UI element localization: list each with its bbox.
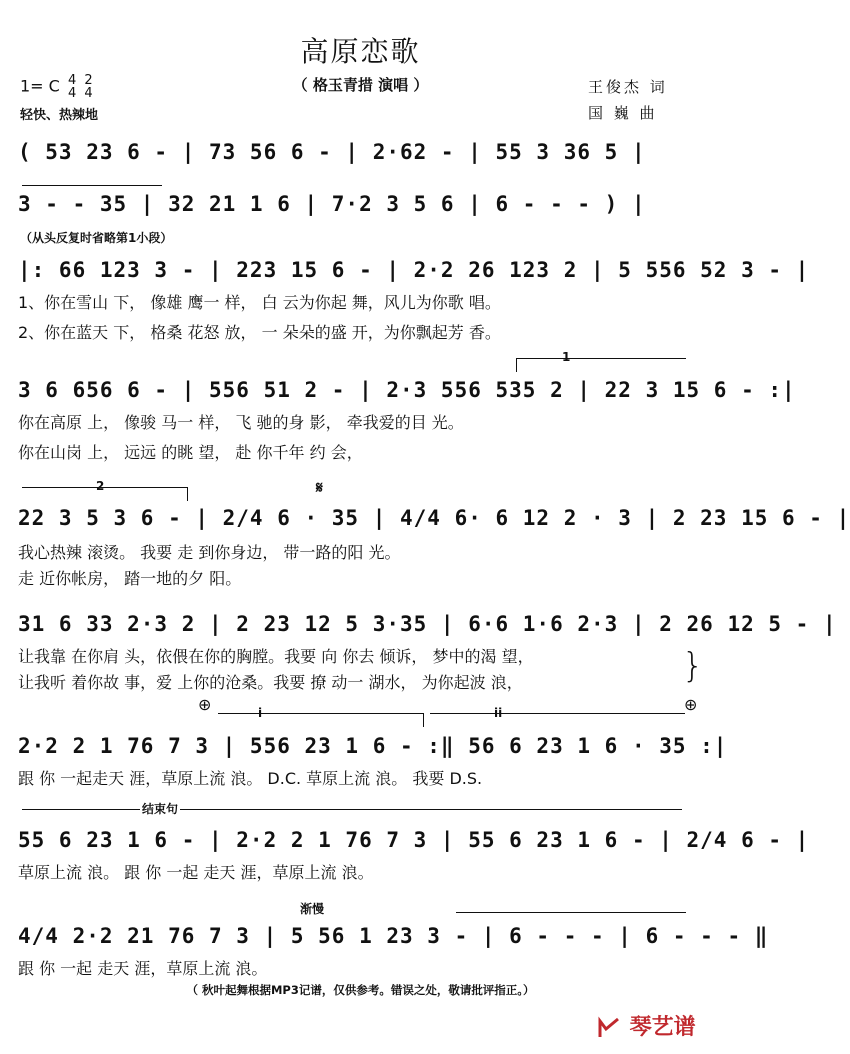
song-title: 高原恋歌: [300, 35, 421, 68]
lyric-line-8: 草原上流 浪。 跟 你 一起 走天 涯，草原上流 浪。: [18, 863, 374, 882]
transcription-note: （ 秋叶起舞根据MP3记谱，仅供参考。错误之处，敬请批评指正。）: [186, 983, 535, 997]
lyric-line-3b: 2、你在蓝天 下， 格桑 花怒 放， 一 朵朵的盛 开，为你飘起芳 香。: [18, 323, 501, 342]
lyric-line-5b: 走 近你帐房， 踏一地的夕 阳。: [18, 569, 242, 588]
tempo-marking: 轻快、热辣地: [20, 108, 99, 123]
music-line-7: 2·2 2 1 76 7 3 | 556 23 1 6 - :‖ 56 6 23 1 6 · 35 :|: [18, 734, 728, 758]
logo-text: 琴艺谱: [629, 1015, 696, 1040]
segno-icon: 𝄋: [316, 478, 323, 497]
lyric-line-7: 跟 你 一起走天 涯，草原上流 浪。 D.C. 草原上流 浪。 我要 D.S.: [18, 769, 483, 788]
lyric-line-4a: 你在高原 上， 像骏 马一 样， 飞 驰的身 影， 牵我爱的目 光。: [18, 413, 464, 432]
music-line-9: 4/4 2·2 21 76 7 3 | 5 56 1 23 3 - | 6 - - - | 6 - - - ‖: [18, 924, 769, 948]
music-line-3: |: 66 123 3 - | 223 15 6 - | 2·2 26 123 2 | 5 556 52 3 - |: [18, 258, 810, 282]
lyric-line-6a: 让我靠 在你肩 头，依偎在你的胸膛。我要 向 你去 倾诉， 梦中的渴 望，: [18, 647, 534, 666]
music-line-6: 31 6 33 2·3 2 | 2 23 12 5 3·35 | 6·6 1·6 2·3 | 2 26 12 5 - |: [18, 612, 837, 636]
key-signature: [20, 74, 93, 100]
music-line-4: 3 6 656 6 - | 556 51 2 - | 2·3 556 535 2 | 22 3 15 6 - :|: [18, 378, 796, 402]
time-signature-1: 4 4: [67, 73, 77, 101]
volta-1-label: 1: [562, 350, 571, 364]
lyric-line-6b: 让我听 着你故 事，爱 上你的沧桑。我要 撩 动一 湖水， 为你起波 浪，: [18, 673, 523, 692]
ritardando-label: 渐慢: [300, 902, 325, 916]
key-label: 1= C: [20, 76, 60, 96]
volta-2-label: 2: [96, 479, 105, 493]
coda-icon-right: ⊕: [684, 695, 698, 714]
music-line-8: 55 6 23 1 6 - | 2·2 2 1 76 7 3 | 55 6 23 1 6 - | 2/4 6 - |: [18, 828, 810, 852]
volta-ii-label: ii: [494, 706, 503, 720]
music-line-5: 22 3 5 3 6 - | 2/4 6 · 35 | 4/4 6· 6 12 2 · 3 | 2 23 15 6 - |: [18, 506, 850, 530]
logo-icon: [596, 1015, 622, 1041]
music-line-1: ( 53 23 6 - | 73 56 6 - | 2·62 - | 55 3 36 5 |: [18, 140, 646, 164]
site-logo[interactable]: [596, 1010, 696, 1041]
time-signature-2: 2 4: [84, 73, 93, 101]
brace-icon: }: [682, 646, 704, 686]
singer-credit: （ 格玉青措 演唱 ）: [292, 76, 429, 94]
lyric-line-9: 跟 你 一起 走天 涯，草原上流 浪。: [18, 959, 268, 978]
repeat-note: （从头反复时省略第1小段）: [20, 231, 173, 245]
coda-icon: ⊕: [198, 695, 212, 714]
lyric-line-4b: 你在山岗 上， 远远 的眺 望， 赴 你千年 约 会，: [18, 443, 363, 462]
lyricist-credit: 王俊杰 词: [588, 78, 668, 96]
ending-section-label: 结束句: [142, 802, 179, 816]
lyric-line-3a: 1、你在雪山 下， 像雄 鹰一 样， 白 云为你起 舞，风儿为你歌 唱。: [18, 293, 501, 312]
music-line-2: 3 - - 35 | 32 21 1 6 | 7·2 3 5 6 | 6 - - - ) |: [18, 192, 646, 216]
composer-credit: 国 巍 曲: [588, 104, 658, 122]
lyric-line-5a: 我心热辣 滚烫。 我要 走 到你身边， 带一路的阳 光。: [18, 543, 401, 562]
volta-i-label: i: [258, 706, 263, 720]
